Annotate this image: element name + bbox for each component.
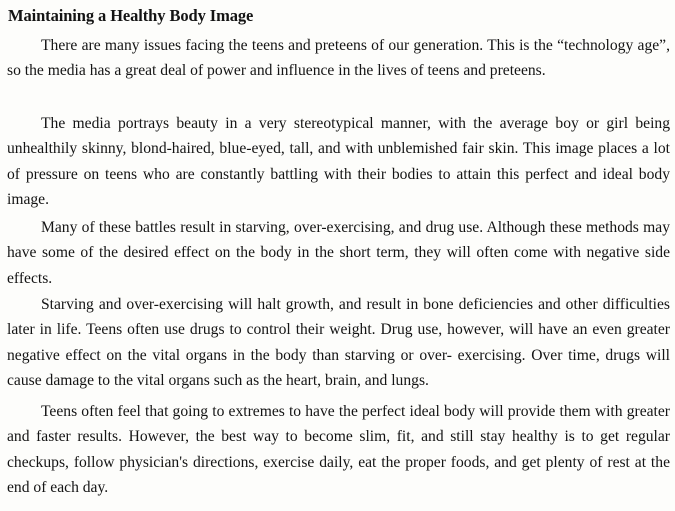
paragraph-4: Starving and over-exercising will halt growth, and result in bone deficiencies and other difficulties later in life. Teens often use drugs to control their weight. Drug use, however, will have an even greater negative effect on the vital organs in the body than starving or over- exercising. Over time, drugs will cause damage to the vital organs such as the heart, brain, and lungs. — [7, 296, 670, 390]
document-title: Maintaining a Healthy Body Image — [8, 6, 254, 25]
paragraph-5: Teens often feel that going to extremes to have the perfect ideal body will provide them with greater and faster results. However, the best way to become slim, fit, and still stay healthy is to get regular checkups, follow physician's directions, exercise daily, eat the proper foods, and get plenty of rest at the end of each day. — [7, 403, 670, 497]
paragraph-3: Many of these battles result in starving, over-exercising, and drug use. Although these methods may have some of the desired effect on the body in the short term, they will often come with negative side effects. — [7, 219, 670, 287]
paragraph-2: The media portrays beauty in a very stereotypical manner, with the average boy or girl being unhealthily skinny, blond-haired, blue-eyed, tall, and with unblemished fair skin. This image places a lot of pressure on teens who are constantly battling with their bodies to attain this perfect and ideal body image. — [7, 115, 670, 209]
paragraph-1: There are many issues facing the teens and preteens of our generation. This is the “technology age”, so the media has a great deal of power and influence in the lives of teens and preteens. — [7, 37, 670, 80]
